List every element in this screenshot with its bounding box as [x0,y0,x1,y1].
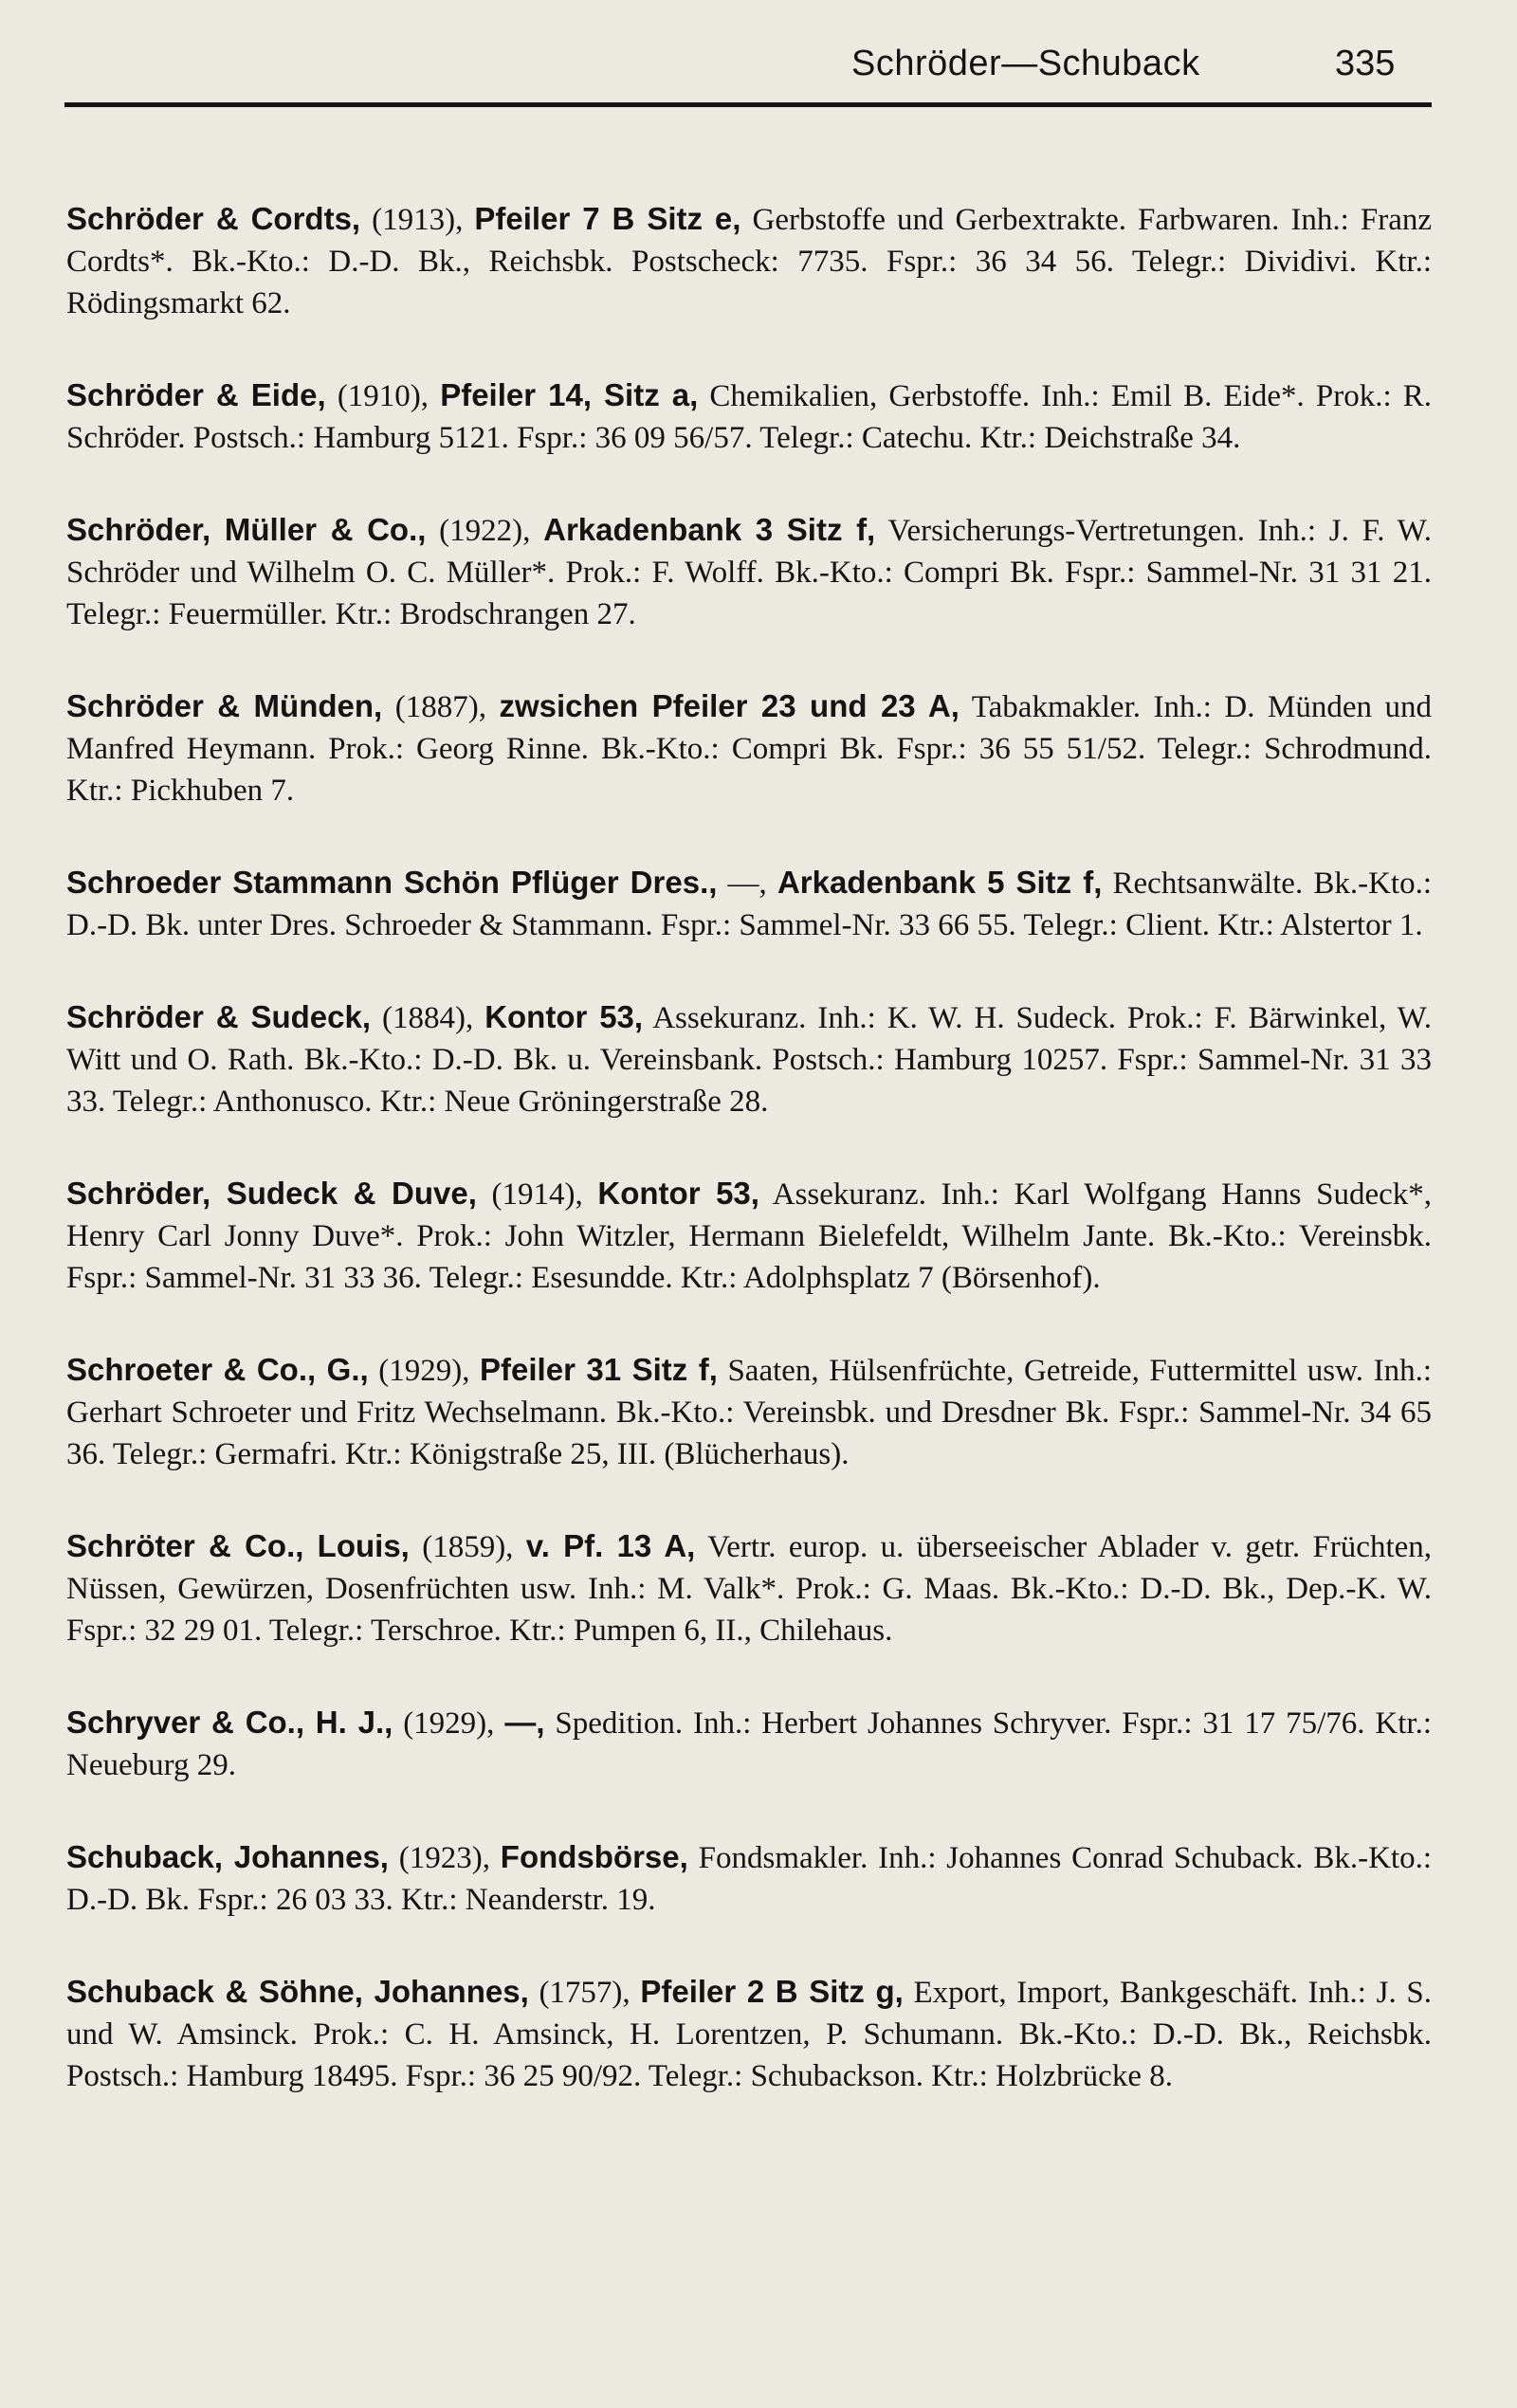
founding-year: (1929), [378,1354,470,1388]
founding-year: (1914), [491,1177,583,1212]
founding-year: (1859), [422,1530,514,1564]
firm-name: Schröder & Münden, [66,688,383,723]
firm-name: Schröder & Eide, [66,377,326,412]
directory-entry [64,1173,1432,1299]
entry-details: Export, Import, Bankgeschäft. Inh.: J. S. und W. Amsinck. Prok.: C. H. Amsinck, H. Lorentzen, P. Schumann. Bk.-Kto.: D.-D. Bk., Reichsbk. Postsch.: Hamburg 18495. Fspr.: 36 25 90/92. Telegr.: Schubackson. Ktr.: Holzbrücke 8. [66,1976,1433,2093]
directory-entry [64,996,1432,1122]
exchange-location: Pfeiler 7 B Sitz e, [474,201,741,236]
page-header [64,0,1432,121]
exchange-location: v. Pf. 13 A, [525,1528,696,1563]
exchange-location: Pfeiler 2 B Sitz g, [640,1974,904,2009]
entry-details: Saaten, Hülsenfrüchte, Getreide, Futtermittel usw. Inh.: Gerhart Schroeter und Fritz Wechselmann. Bk.-Kto.: Vereinsbk. und Dresdner Bk. Fspr.: Sammel-Nr. 34 65 36. Telegr.: Germafri. Ktr.: Königstraße 25, III. (Blücherhaus). [66,1354,1432,1471]
firm-name: Schröder, Müller & Co., [66,512,427,547]
directory-entry [64,862,1432,946]
entry-details: Versicherungs-Vertretungen. Inh.: J. F. W. Schröder und Wilhelm O. C. Müller*. Prok.: F. Wolff. Bk.-Kto.: Compri Bk. Fspr.: Sammel-Nr. 31 31 21. Telegr.: Feuermüller. Ktr.: Brodschrangen 27. [66,514,1433,631]
firm-name: Schroeder Stammann Schön Pflüger Dres., [66,865,718,900]
firm-name: Schuback & Söhne, Johannes, [66,1974,529,2009]
header-rule [64,102,1432,107]
firm-name: Schröder & Cordts, [66,201,361,236]
founding-year: (1929), [403,1706,495,1741]
founding-year: (1913), [372,203,464,237]
firm-name: Schröder & Sudeck, [66,999,372,1034]
founding-year: (1910), [337,379,430,413]
exchange-location: Pfeiler 14, Sitz a, [440,377,699,412]
exchange-location: Fondsbörse, [500,1839,688,1874]
directory-entry [64,509,1432,635]
exchange-location: zwsichen Pfeiler 23 und 23 A, [499,688,960,723]
founding-year: (1757), [539,1976,631,2010]
entry-details: Assekuranz. Inh.: Karl Wolfgang Hanns Sudeck*, Henry Carl Jonny Duve*. Prok.: John Witzler, Hermann Bielefeldt, Wilhelm Jante. Bk.-Kto.: Vereinsbk. Fspr.: Sammel-Nr. 31 33 36. Telegr.: Esesundde. Ktr.: Adolphsplatz 7 (Börsenhof). [66,1177,1433,1295]
page-number: 335 [1335,44,1396,83]
exchange-location: Kontor 53, [484,999,644,1034]
entry-list [64,121,1432,2097]
firm-name: Schröder, Sudeck & Duve, [66,1176,477,1211]
running-head: Schröder—Schuback [851,44,1200,83]
firm-name: Schryver & Co., H. J., [66,1705,393,1740]
exchange-location: Arkadenbank 5 Sitz f, [777,865,1103,900]
directory-entry [64,1525,1432,1651]
entry-details: Tabakmakler. Inh.: D. Münden und Manfred Heymann. Prok.: Georg Rinne. Bk.-Kto.: Compri Bk. Fspr.: 36 55 51/52. Telegr.: Schrodmund. Ktr.: Pickhuben 7. [66,690,1433,808]
founding-year: (1884), [381,1001,474,1035]
entry-details: Rechtsanwälte. Bk.-Kto.: D.-D. Bk. unter Dres. Schroeder & Stammann. Fspr.: Sammel-Nr. 33 66 55. Telegr.: Client. Ktr.: Alstertor 1. [66,867,1432,942]
directory-entry [64,1836,1432,1921]
exchange-location: Arkadenbank 3 Sitz f, [543,512,876,547]
directory-entry [64,1971,1432,2097]
directory-entry [64,374,1432,459]
directory-entry [64,1702,1432,1786]
entry-details: Spedition. Inh.: Herbert Johannes Schryver. Fspr.: 31 17 75/76. Ktr.: Neueburg 29. [66,1706,1433,1782]
firm-name: Schröter & Co., Louis, [66,1528,410,1563]
founding-year: (1887), [394,690,486,724]
entry-details: Vertr. europ. u. überseeischer Ablader v. getr. Früchten, Nüssen, Gewürzen, Dosenfrüchten usw. Inh.: M. Valk*. Prok.: G. Maas. Bk.-Kto.: D.-D. Bk., Dep.-K. W. Fspr.: 32 29 01. Telegr.: Terschroe. Ktr.: Pumpen 6, II., Chilehaus. [66,1530,1433,1648]
entry-details: Gerbstoffe und Gerbextrakte. Farbwaren. Inh.: Franz Cordts*. Bk.-Kto.: D.-D. Bk., Reichsbk. Postscheck: 7735. Fspr.: 36 34 56. Telegr.: Dividivi. Ktr.: Rödingsmarkt 62. [66,203,1433,320]
directory-entry [64,1349,1432,1475]
entry-details: Assekuranz. Inh.: K. W. H. Sudeck. Prok.: F. Bärwinkel, W. Witt und O. Rath. Bk.-Kto.: D.-D. Bk. u. Vereinsbank. Postsch.: Hamburg 10257. Fspr.: Sammel-Nr. 31 33 33. Telegr.: Anthonusco. Ktr.: Neue Gröningerstraße 28. [66,1001,1432,1119]
directory-entry [64,685,1432,812]
exchange-location: Pfeiler 31 Sitz f, [480,1352,718,1387]
firm-name: Schuback, Johannes, [66,1839,389,1874]
firm-name: Schroeter & Co., G., [66,1352,369,1387]
entry-details: Fondsmakler. Inh.: Johannes Conrad Schuback. Bk.-Kto.: D.-D. Bk. Fspr.: 26 03 33. Ktr.: Neanderstr. 19. [66,1841,1432,1917]
founding-year: (1923), [398,1841,490,1875]
entry-details: Chemikalien, Gerbstoffe. Inh.: Emil B. Eide*. Prok.: R. Schröder. Postsch.: Hamburg 5121. Fspr.: 36 09 56/57. Telegr.: Catechu. Ktr.: Deichstraße 34. [66,379,1433,455]
founding-year: —, [727,867,767,901]
founding-year: (1922), [439,514,531,548]
directory-entry [64,198,1432,324]
exchange-location: Kontor 53, [597,1176,759,1211]
exchange-location: —, [504,1705,545,1740]
